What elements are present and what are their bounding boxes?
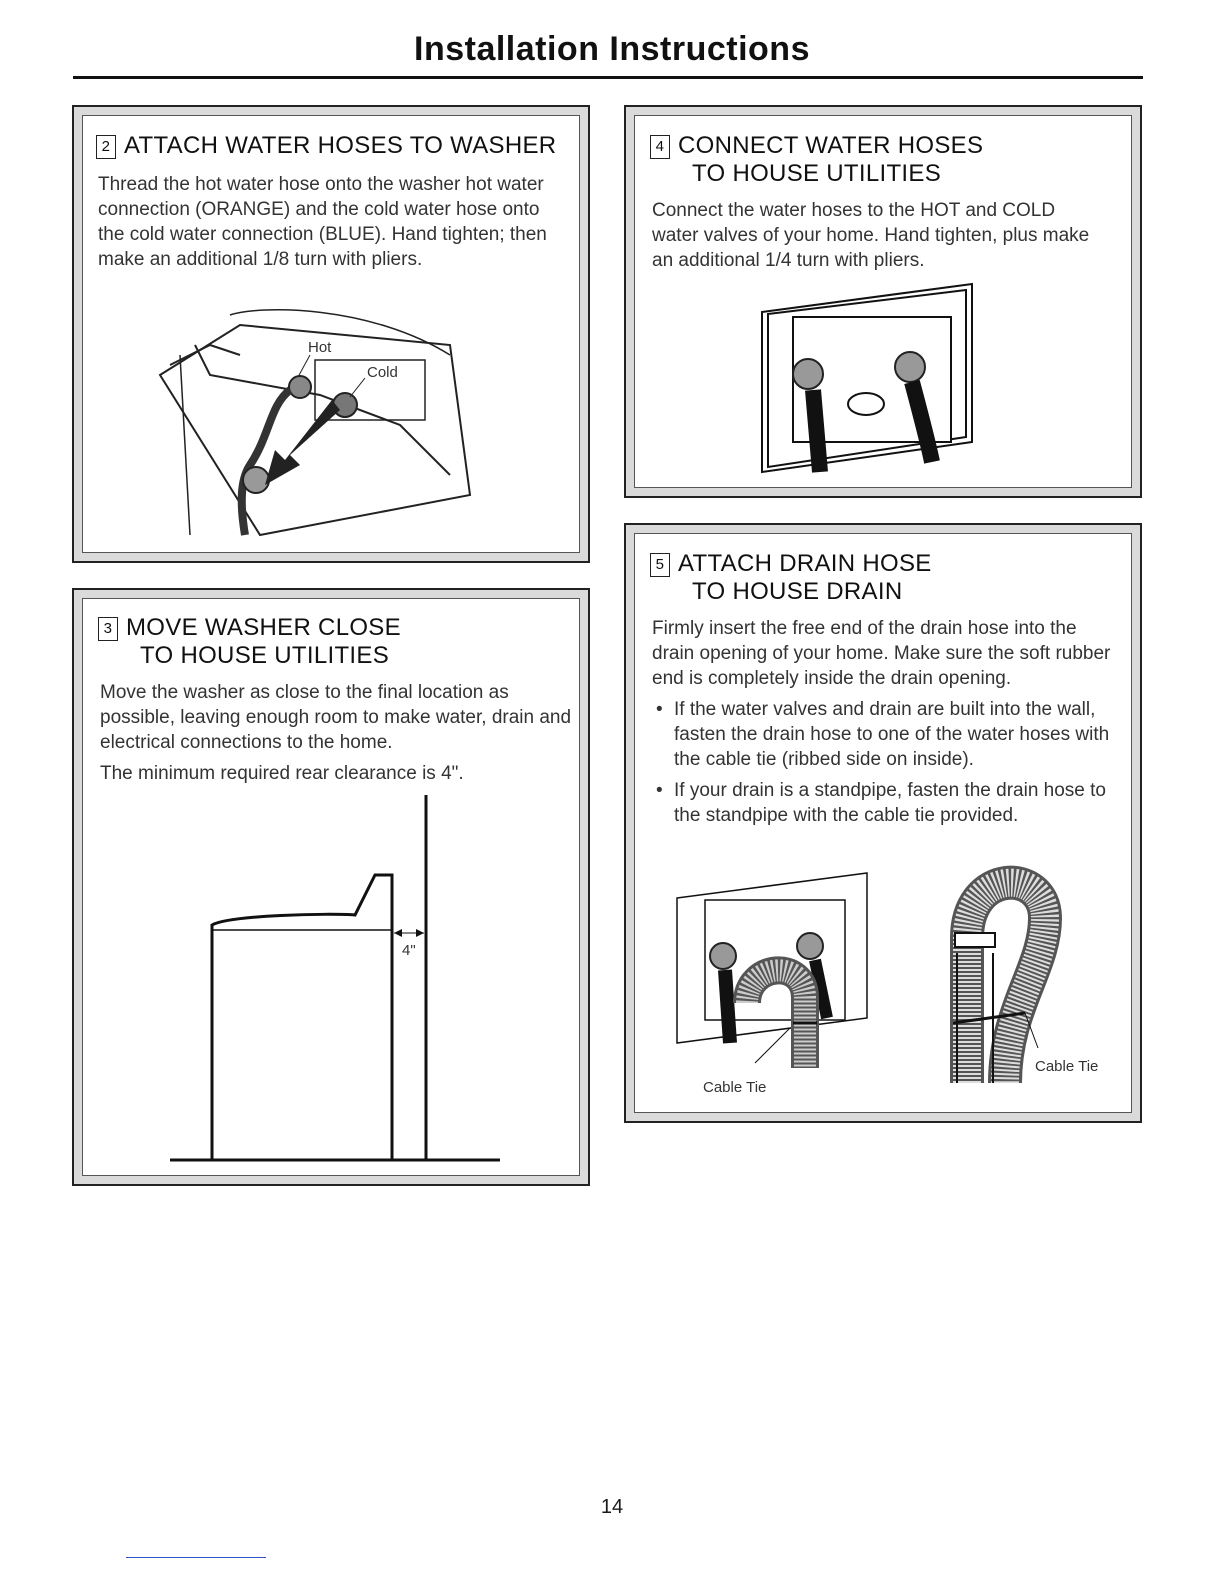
step2-heading-text: ATTACH WATER HOSES TO WASHER (124, 132, 557, 159)
step3-body (100, 680, 580, 792)
step5-body (652, 616, 1122, 834)
step2-body-text: Thread the hot water hose onto the washer hot water connection (ORANGE) and the cold water hose onto the cold water connection (BLUE). Hand tighten; then make an additional 1/8 turn with pliers. (98, 174, 547, 270)
step5-bullet-1: • If the water valves and drain are built into the wall, fasten the drain hose to one of the water hoses with the cable tie (ribbed side on inside). (652, 697, 1122, 772)
step3-body-text1: Move the washer as close to the final location as possible, leaving enough room to make water, drain and electrical connections to the home. (100, 682, 572, 753)
step5-heading-line1: ATTACH DRAIN HOSE (678, 550, 932, 577)
step5-label-cable-tie-left: Cable Tie (703, 1079, 767, 1096)
step4-number: 4 (650, 135, 670, 159)
step5-heading-line2: TO HOUSE DRAIN (692, 578, 903, 605)
step2-label-cold: Cold (367, 364, 398, 381)
step5-label-cable-tie-right: Cable Tie (1035, 1058, 1099, 1075)
step5-number: 5 (650, 553, 670, 577)
step5-body-text: Firmly insert the free end of the drain hose into the drain opening of your home. Make sure the soft rubber end is completely inside the drain opening. (652, 618, 1111, 689)
step3-heading-line2: TO HOUSE UTILITIES (140, 642, 389, 669)
step5-bullet-2: • If your drain is a standpipe, fasten the drain hose to the standpipe with the cable tie provided. (652, 778, 1122, 828)
step3-heading (98, 614, 578, 670)
step2-hose-illustration (150, 305, 480, 540)
step5-heading (650, 550, 1130, 606)
page-number: 14 (600, 1496, 624, 1518)
step4-heading (650, 132, 1130, 188)
step2-number: 2 (96, 135, 116, 159)
step4-body (652, 198, 1102, 279)
step4-valve-illustration (760, 282, 980, 474)
step2-body (98, 172, 548, 278)
footer-line (126, 1557, 266, 1558)
step4-heading-line2: TO HOUSE UTILITIES (692, 160, 941, 187)
step3-number: 3 (98, 617, 118, 641)
step3-heading-line1: MOVE WASHER CLOSE (126, 614, 401, 641)
page-title: Installation Instructions (414, 30, 810, 68)
title-rule (73, 76, 1143, 79)
step2-label-hot: Hot (308, 339, 332, 356)
step3-clearance-illustration (170, 795, 505, 1170)
step5-drain-illustration-left (675, 868, 875, 1103)
step3-body-text2: The minimum required rear clearance is 4". (100, 763, 464, 784)
step4-heading-line1: CONNECT WATER HOSES (678, 132, 984, 159)
step4-body-text: Connect the water hoses to the HOT and COLD water valves of your home. Hand tighten, plus make an additional 1/4 turn with pliers. (652, 200, 1090, 271)
step3-label-clearance: 4" (402, 942, 416, 959)
step2-heading (96, 132, 576, 160)
step5-drain-illustration-right (935, 858, 1115, 1088)
